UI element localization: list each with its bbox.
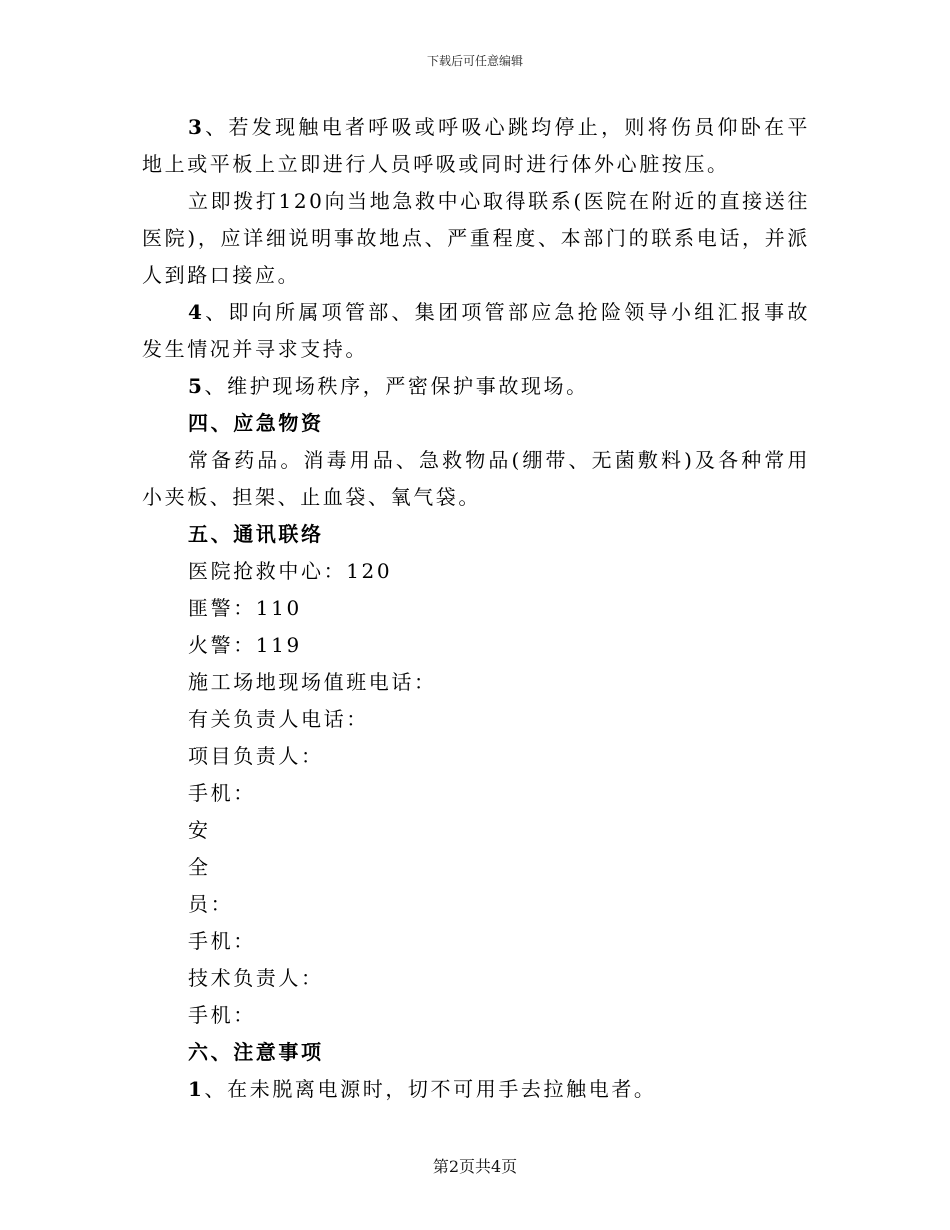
paragraph-call-120 — [142, 183, 810, 294]
contact-line-hospital: 医院抢救中心：120 — [188, 559, 393, 583]
contact-line-tech-lead: 技术负责人： — [188, 966, 324, 990]
contact-line-police: 匪警：110 — [188, 596, 302, 620]
paragraph-step-5 — [142, 368, 810, 405]
contact-line-fire: 火警：119 — [188, 633, 302, 657]
contact-line-phone: 手机： — [188, 1003, 256, 1027]
page-footer: 第2页共4页 — [432, 1157, 518, 1176]
step-number: 5 — [188, 374, 205, 398]
paragraph-text: 立即拨打120向当地急救中心取得联系(医院在附近的直接送往医院)，应详细说明事故地点、严重程度、本部门的联系电话，并派人到路口接应。 — [142, 189, 810, 287]
contact-line-project-lead: 项目负责人： — [188, 744, 324, 768]
contact-line-safety-2: 全 — [188, 855, 211, 879]
step-text: 、维护现场秩序，严密保护事故现场。 — [204, 374, 589, 398]
page-header: 下载后可任意编辑 — [426, 54, 523, 68]
paragraph-note-1 — [142, 1071, 810, 1108]
contact-line-safety-1: 安 — [188, 818, 211, 842]
section-heading-supplies: 四、应急物资 — [188, 411, 324, 435]
paragraph-step-3 — [142, 109, 810, 183]
step-number: 3 — [188, 115, 205, 139]
step-number: 4 — [188, 300, 205, 324]
step-text: 、若发现触电者呼吸或呼吸心跳均停止，则将伤员仰卧在平地上或平板上立即进行人员呼吸或同时进行体外心脏按压。 — [142, 115, 810, 176]
paragraph-supplies: 常备药品。消毒用品、急救物品(绷带、无菌敷料)及各种常用小夹板、担架、止血袋、氧气袋。 — [142, 448, 810, 509]
contact-line-phone: 手机： — [188, 929, 256, 953]
contact-line-safety-3: 员： — [188, 892, 234, 916]
note-number: 1 — [188, 1077, 205, 1101]
step-text: 、即向所属项管部、集团项管部应急抢险领导小组汇报事故发生情况并寻求支持。 — [142, 300, 810, 361]
section-heading-contacts: 五、通讯联络 — [188, 522, 324, 546]
document-body — [142, 109, 810, 1108]
paragraph-step-4 — [142, 294, 810, 368]
section-heading-notes: 六、注意事项 — [188, 1040, 324, 1064]
contact-line-site-duty: 施工场地现场值班电话： — [188, 670, 437, 694]
note-text: 、在未脱离电源时，切不可用手去拉触电者。 — [204, 1077, 657, 1101]
contact-line-responsible: 有关负责人电话： — [188, 707, 369, 731]
contact-line-phone: 手机： — [188, 781, 256, 805]
